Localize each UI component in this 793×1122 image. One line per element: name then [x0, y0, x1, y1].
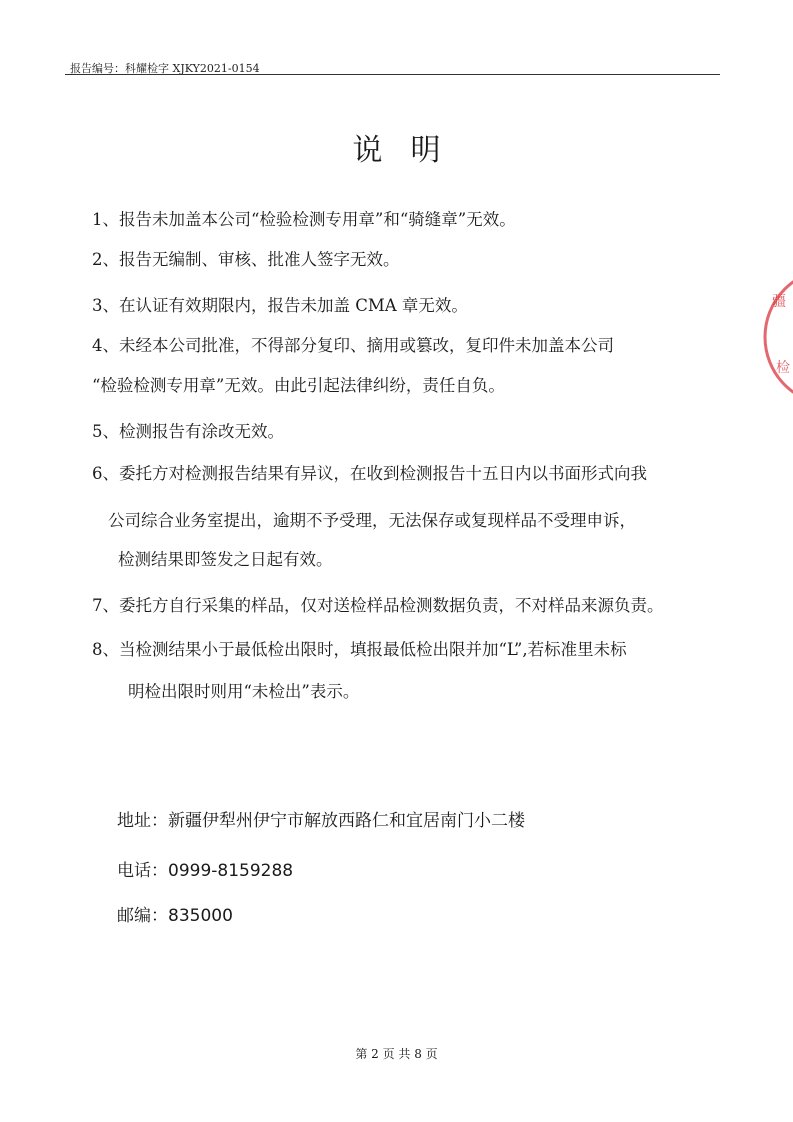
item-1-line-1: 1、报告未加盖本公司“检验检测专用章”和“骑缝章”无效。: [92, 210, 516, 229]
contact-postcode: 邮编：835000: [117, 906, 233, 926]
page-footer: 第 2 页 共 8 页: [355, 1047, 438, 1061]
item-4-line-1: 4、未经本公司批准，不得部分复印、摘用或篡改，复印件未加盖本公司: [92, 336, 614, 355]
svg-text:疆: 疆: [772, 294, 786, 310]
item-5-line-1: 5、检测报告有涂改无效。: [92, 422, 284, 441]
red-seal-stamp: [758, 262, 793, 412]
contact-phone: 电话：0999-8159288: [117, 861, 294, 881]
item-6-line-1: 6、委托方对检测报告结果有异议，在收到检测报告十五日内以书面形式向我: [92, 464, 647, 483]
item-2-line-1: 2、报告无编制、审核、批准人签字无效。: [92, 250, 400, 269]
header-divider: [65, 74, 720, 75]
contact-address: 地址：新疆伊犁州伊宁市解放西路仁和宜居南门小二楼: [117, 811, 525, 831]
report-number: 报告编号：科耀检字 XJKY2021-0154: [70, 62, 260, 75]
item-6-line-3: 检测结果即签发之日起有效。: [118, 550, 333, 569]
item-8-line-2: 明检出限时则用“未检出”表示。: [128, 682, 360, 701]
item-6-line-2: 公司综合业务室提出，逾期不予受理，无法保存或复现样品不受理申诉，: [108, 511, 636, 530]
item-8-line-1: 8、当检测结果小于最低检出限时，填报最低检出限并加“L”,若标准里未标: [92, 640, 627, 659]
page-title: 说明: [352, 133, 469, 168]
item-3-line-1: 3、在认证有效期限内，报告未加盖 CMA 章无效。: [92, 296, 468, 315]
item-4-line-2: “检验检测专用章”无效。由此引起法律纠纷，责任自负。: [92, 376, 505, 395]
item-7-line-1: 7、委托方自行采集的样品，仅对送检样品检测数据负责，不对样品来源负责。: [92, 596, 664, 615]
svg-text:检: 检: [776, 360, 790, 376]
